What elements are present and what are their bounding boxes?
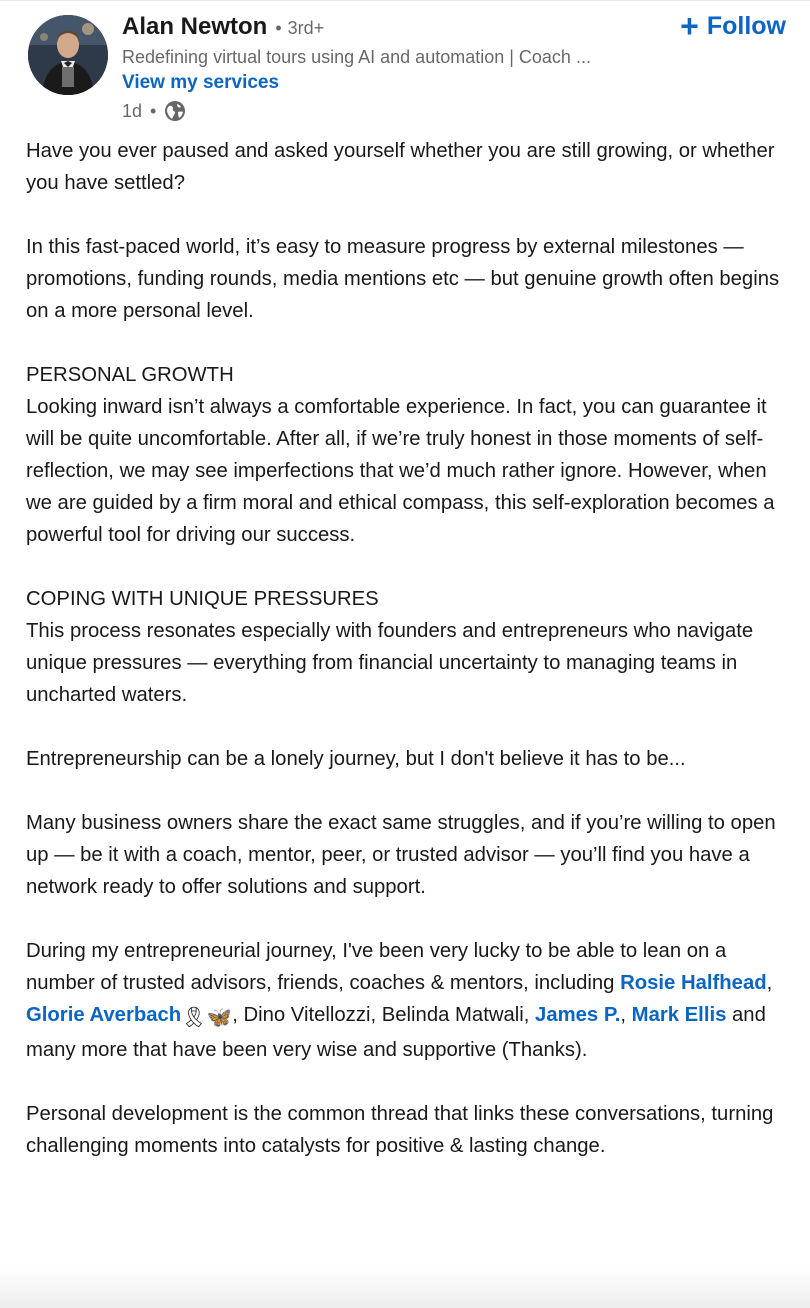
- bottom-fade: [0, 1268, 810, 1308]
- ribbon-butterfly-emoji-icon: 🎗🦋: [181, 1007, 233, 1029]
- mention-rosie-halfhead[interactable]: Rosie Halfhead: [620, 972, 767, 994]
- avatar-photo: [28, 15, 108, 95]
- author-name[interactable]: Alan Newton: [122, 13, 268, 40]
- follow-button[interactable]: [680, 9, 786, 43]
- author-headline: Redefining virtual tours using AI and automation | Coach ...: [122, 47, 591, 67]
- post-paragraph: Entrepreneurship can be a lonely journey, but I don't believe it has to be...: [26, 748, 686, 770]
- post-paragraph: [26, 935, 796, 1066]
- section-heading-personal-growth: PERSONAL GROWTH: [26, 364, 234, 386]
- meta-separator: •: [150, 100, 157, 121]
- name-row: [122, 13, 324, 45]
- follow-label: Follow: [706, 11, 786, 40]
- plus-icon: +: [680, 8, 699, 44]
- post-paragraph: [26, 359, 796, 551]
- paragraph-text: During my entrepreneurial journey, I've been very lucky to be able to lean on a number of trusted advisors, friends, coaches & mentors, including: [26, 940, 727, 994]
- post-paragraph: Have you ever paused and asked yourself whether you are still growing, or whether you have settled?: [26, 140, 775, 194]
- avatar[interactable]: [28, 15, 108, 95]
- globe-icon: [164, 100, 186, 122]
- post-timestamp: 1d: [122, 100, 143, 121]
- post-body: [26, 135, 796, 1162]
- mention-james-p[interactable]: James P.: [535, 1004, 621, 1026]
- view-services-link[interactable]: View my services: [122, 72, 280, 93]
- post-paragraph: Personal development is the common thread that links these conversations, turning challenging moments into catalysts for positive & lasting change.: [26, 1103, 774, 1157]
- mention-mark-ellis[interactable]: Mark Ellis: [631, 1004, 727, 1026]
- post-meta: [122, 99, 186, 123]
- comma: ,: [766, 972, 773, 994]
- connection-degree: 3rd+: [287, 18, 325, 38]
- paragraph-text: , Dino Vitellozzi, Belinda Matwali,: [232, 1004, 536, 1026]
- post-paragraph: Many business owners share the exact same struggles, and if you’re willing to open up — be it with a coach, mentor, peer, or trusted advisor — you’ll find you have a network ready to offer solutions and support.: [26, 812, 776, 898]
- paragraph-text: and many more that have been very wise and supportive (Thanks).: [26, 1004, 766, 1061]
- mention-glorie-averbach[interactable]: Glorie Averbach: [26, 1004, 182, 1026]
- section-text: This process resonates especially with founders and entrepreneurs who navigate unique pressures — everything from financial uncertainty to managing teams in uncharted waters.: [26, 620, 754, 706]
- section-text: Looking inward isn’t always a comfortable experience. In fact, you can guarantee it will be quite uncomfortable. After all, if we’re truly honest in those moments of self-reflection, we may see imperfections that we’d much rather ignore. However, when we are guided by a firm moral and ethical compass, this self-exploration becomes a powerful tool for driving our success.: [26, 396, 775, 546]
- post-paragraph: In this fast-paced world, it’s easy to measure progress by external milestones —promotions, funding rounds, media mentions etc — but genuine growth often begins on a more personal level.: [26, 236, 780, 322]
- post-header: [0, 1, 810, 131]
- section-heading-coping: COPING WITH UNIQUE PRESSURES: [26, 588, 379, 610]
- name-separator: •: [275, 18, 282, 38]
- post-paragraph: [26, 583, 796, 711]
- comma: ,: [620, 1004, 632, 1026]
